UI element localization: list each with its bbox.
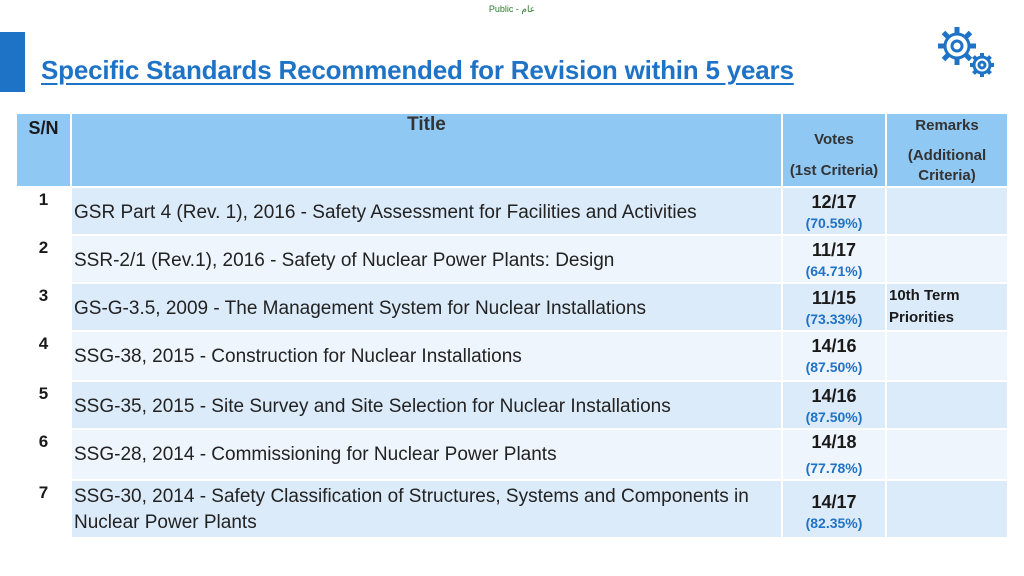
row-remark: 10th Term Priorities — [886, 283, 1008, 331]
page-title: Specific Standards Recommended for Revision within 5 years — [41, 55, 794, 85]
standards-table — [15, 112, 1009, 539]
row-sn: 2 — [16, 235, 71, 283]
header-sn: S/N — [16, 113, 71, 187]
header-remarks — [886, 113, 1008, 187]
votes-fraction: 12/17 — [811, 192, 857, 212]
row-votes — [782, 235, 886, 283]
header-votes-sub: (1st Criteria) — [789, 162, 879, 179]
votes-fraction: 11/17 — [811, 240, 857, 260]
table-row — [16, 283, 1008, 331]
row-remark — [886, 331, 1008, 381]
row-title: GSR Part 4 (Rev. 1), 2016 - Safety Assessment for Facilities and Activities — [71, 187, 782, 235]
row-title: SSR-2/1 (Rev.1), 2016 - Safety of Nuclear Power Plants: Design — [71, 235, 782, 283]
row-title: SSG-28, 2014 - Commissioning for Nuclear Power Plants — [71, 429, 782, 480]
table-row — [16, 331, 1008, 381]
header-title: Title — [71, 113, 782, 187]
row-title: SSG-35, 2015 - Site Survey and Site Selection for Nuclear Installations — [71, 381, 782, 429]
votes-percent: (64.71%) — [805, 263, 863, 279]
row-remark — [886, 187, 1008, 235]
table-row — [16, 187, 1008, 235]
row-title: GS-G-3.5, 2009 - The Management System for Nuclear Installations — [71, 283, 782, 331]
row-title: SSG-30, 2014 - Safety Classification of Structures, Systems and Components in Nuclear Power Plants — [71, 480, 782, 538]
row-sn: 5 — [16, 381, 71, 429]
header-votes-label: Votes — [814, 131, 854, 148]
row-sn: 6 — [16, 429, 71, 480]
votes-percent: (70.59%) — [805, 215, 863, 231]
table-row — [16, 480, 1008, 538]
row-title: SSG-38, 2015 - Construction for Nuclear Installations — [71, 331, 782, 381]
table-row — [16, 381, 1008, 429]
row-sn: 7 — [16, 480, 71, 538]
row-votes — [782, 283, 886, 331]
votes-fraction: 14/16 — [811, 386, 857, 406]
votes-percent: (77.78%) — [805, 460, 863, 476]
row-votes — [782, 381, 886, 429]
row-remark — [886, 235, 1008, 283]
row-sn: 3 — [16, 283, 71, 331]
classification-label: Public - عام — [488, 4, 536, 14]
header-remarks-label: Remarks — [915, 117, 979, 134]
table-row — [16, 235, 1008, 283]
row-sn: 4 — [16, 331, 71, 381]
votes-percent: (87.50%) — [805, 409, 863, 425]
header-remarks-sub: (Additional Criteria) — [907, 147, 987, 184]
table-row — [16, 429, 1008, 480]
votes-fraction: 14/18 — [811, 432, 857, 452]
row-votes — [782, 480, 886, 538]
row-votes — [782, 331, 886, 381]
row-remark — [886, 381, 1008, 429]
accent-bar — [0, 32, 25, 92]
row-votes — [782, 429, 886, 480]
votes-fraction: 14/16 — [811, 336, 857, 356]
row-remark — [886, 429, 1008, 480]
header-votes — [782, 113, 886, 187]
votes-percent: (73.33%) — [805, 311, 863, 327]
votes-percent: (82.35%) — [805, 515, 863, 531]
table-header-row — [16, 113, 1008, 187]
row-sn: 1 — [16, 187, 71, 235]
gears-icon — [933, 22, 999, 82]
votes-percent: (87.50%) — [805, 359, 863, 375]
row-votes — [782, 187, 886, 235]
row-remark — [886, 480, 1008, 538]
votes-fraction: 11/15 — [811, 288, 857, 308]
votes-fraction: 14/17 — [811, 492, 857, 512]
